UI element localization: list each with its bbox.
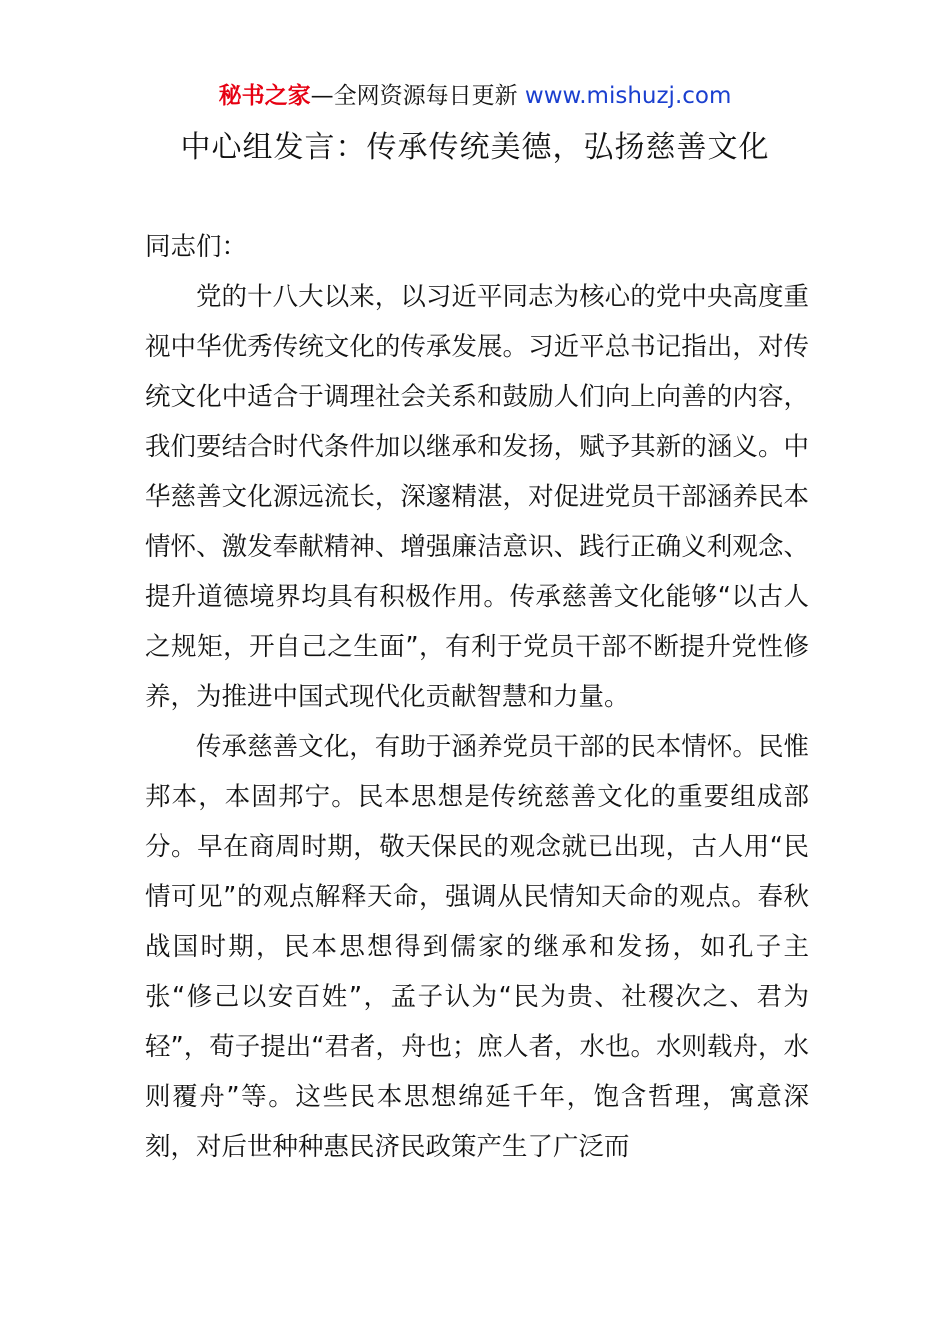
document-body — [145, 222, 809, 1172]
site-header — [0, 80, 950, 112]
site-url-link[interactable]: www.mishuzj.com — [524, 83, 732, 109]
paragraph-1: 党的十八大以来，以习近平同志为核心的党中央高度重视中华优秀传统文化的传承发展。习近平总书记指出，对传统文化中适合于调理社会关系和鼓励人们向上向善的内容，我们要结合时代条件加以继承和发扬，赋予其新的涵义。中华慈善文化源远流长，深邃精湛，对促进党员干部涵养民本情怀、激发奉献精神、增强廉洁意识、践行正确义利观念、提升道德境界均具有积极作用。传承慈善文化能够“以古人之规矩，开自己之生面”，有利于党员干部不断提升党性修养，为推进中国式现代化贡献智慧和力量。 — [145, 282, 809, 712]
site-name: 秘书之家 — [218, 83, 311, 109]
paragraph-2: 传承慈善文化，有助于涵养党员干部的民本情怀。民惟邦本，本固邦宁。民本思想是传统慈善文化的重要组成部分。早在商周时期，敬天保民的观念就已出现，古人用“民情可见”的观点解释天命，强调从民情知天命的观点。春秋战国时期，民本思想得到儒家的继承和发扬，如孔子主张“修己以安百姓”，孟子认为“民为贵、社稷次之、君为轻”，荀子提出“君者，舟也；庶人者，水也。水则载舟，水则覆舟”等。这些民本思想绵延千年，饱含哲理，寓意深刻，对后世种种惠民济民政策产生了广泛而 — [145, 732, 809, 1162]
document-title: 中心组发言：传承传统美德，弘扬慈善文化 — [180, 130, 770, 165]
site-tagline: —全网资源每日更新 — [310, 83, 518, 109]
salutation: 同志们： — [145, 232, 248, 262]
